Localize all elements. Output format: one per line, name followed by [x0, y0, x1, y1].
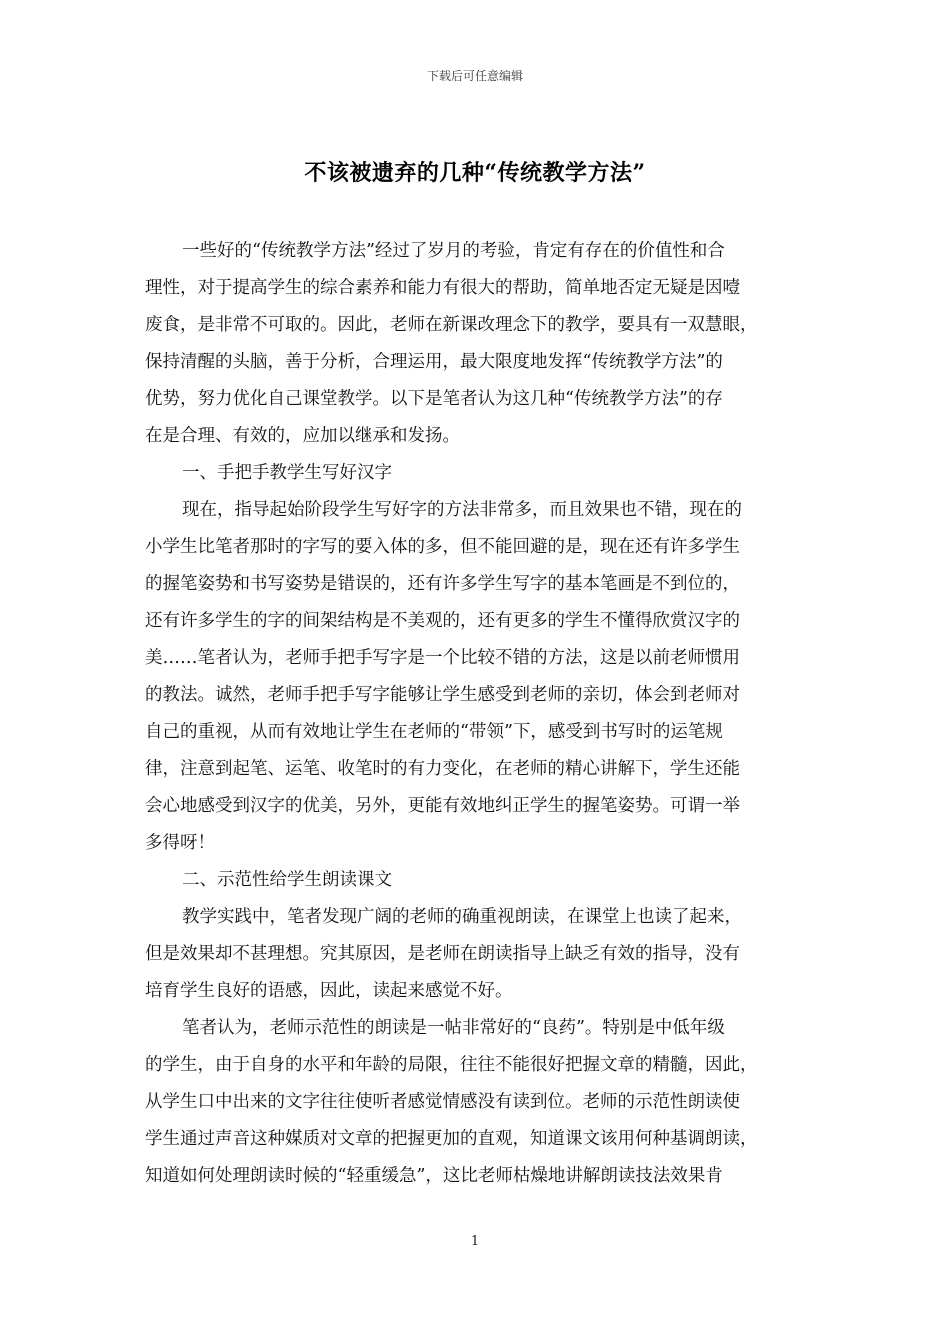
paragraph-line: 在是合理、有效的，应加以继承和发扬。: [145, 426, 460, 446]
paragraph-line: 理性，对于提高学生的综合素养和能力有很大的帮助，简单地否定无疑是因噎: [145, 278, 740, 298]
paragraph-line: 学生通过声音这种媒质对文章的把握更加的直观，知道课文该用何种基调朗读，: [145, 1129, 758, 1149]
paragraph-line: 保持清醒的头脑，善于分析，合理运用，最大限度地发挥“传统教学方法”的: [145, 352, 723, 372]
section-heading: 一、手把手教学生写好汉字: [182, 463, 392, 483]
paragraph-line: 的学生，由于自身的水平和年龄的局限，往往不能很好把握文章的精髓，因此，: [145, 1055, 758, 1075]
paragraph-line: 美……笔者认为，老师手把手写字是一个比较不错的方法，这是以前老师惯用: [145, 648, 740, 668]
paragraph-line: 笔者认为，老师示范性的朗读是一帖非常好的“良药”。特别是中低年级: [182, 1018, 725, 1038]
document-body: [145, 233, 825, 1195]
page-number: 1: [470, 1234, 480, 1249]
paragraph-line: 会心地感受到汉字的优美，另外，更能有效地纠正学生的握笔姿势。可谓一举: [145, 796, 740, 816]
paragraph-line: 培育学生良好的语感，因此，读起来感觉不好。: [145, 981, 513, 1001]
header-note: 下载后可任意编辑: [426, 69, 523, 83]
document-title: 不该被遗弃的几种“传统教学方法”: [304, 160, 646, 186]
paragraph-line: 律，注意到起笔、运笔、收笔时的有力变化，在老师的精心讲解下，学生还能: [145, 759, 740, 779]
paragraph-line: 自己的重视，从而有效地让学生在老师的“带领”下，感受到书写时的运笔规: [145, 722, 723, 742]
paragraph-line: 但是效果却不甚理想。究其原因，是老师在朗读指导上缺乏有效的指导，没有: [145, 944, 740, 964]
paragraph-line: 知道如何处理朗读时候的“轻重缓急”，这比老师枯燥地讲解朗读技法效果肯: [145, 1166, 723, 1186]
paragraph-line: 教学实践中，笔者发现广阔的老师的确重视朗读，在课堂上也读了起来，: [182, 907, 742, 927]
paragraph-line: 现在，指导起始阶段学生写好字的方法非常多，而且效果也不错，现在的: [182, 500, 742, 520]
paragraph-line: 的握笔姿势和书写姿势是错误的，还有许多学生写字的基本笔画是不到位的，: [145, 574, 740, 594]
paragraph-line: 小学生比笔者那时的字写的要入体的多，但不能回避的是，现在还有许多学生: [145, 537, 740, 557]
paragraph-line: 还有许多学生的字的间架结构是不美观的，还有更多的学生不懂得欣赏汉字的: [145, 611, 740, 631]
paragraph-line: 的教法。诚然，老师手把手写字能够让学生感受到老师的亲切，体会到老师对: [145, 685, 740, 705]
section-heading: 二、示范性给学生朗读课文: [182, 870, 392, 890]
paragraph-line: 废食，是非常不可取的。因此，老师在新课改理念下的教学，要具有一双慧眼，: [145, 315, 758, 335]
paragraph-line: 优势，努力优化自己课堂教学。以下是笔者认为这几种“传统教学方法”的存: [145, 389, 723, 409]
paragraph-line: 多得呀！: [145, 833, 215, 853]
paragraph-line: 一些好的“传统教学方法”经过了岁月的考验，肯定有存在的价值性和合: [182, 241, 725, 261]
paragraph-line: 从学生口中出来的文字往往使听者感觉情感没有读到位。老师的示范性朗读使: [145, 1092, 740, 1112]
